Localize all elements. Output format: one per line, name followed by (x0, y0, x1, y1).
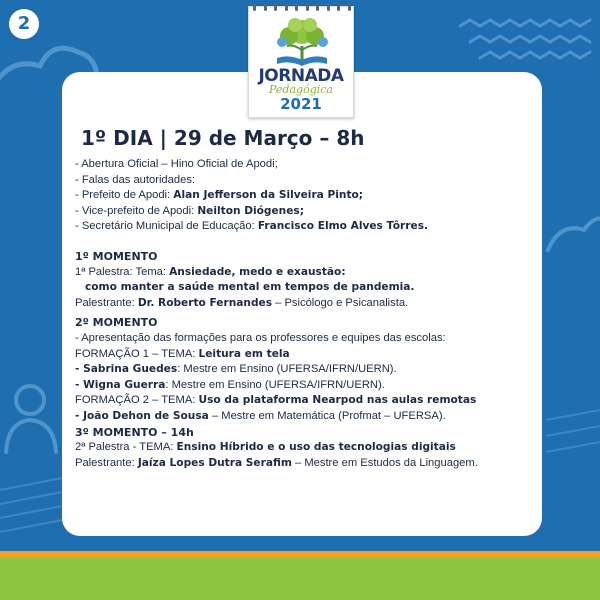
opening-item: - Prefeito de Apodi: Alan Jefferson da Silveira Pinto; (75, 189, 364, 202)
moment-1-talk: 1ª Palestra: Tema: Ansiedade, medo e exaustão: (75, 265, 346, 278)
day-title: 1º DIA | 29 de Março – 8h (81, 126, 365, 150)
formation-2-speaker: - João Dehon de Sousa – Mestre em Matemática (Profmat – UFERSA). (75, 409, 446, 422)
formation-1: FORMAÇÃO 1 – TEMA: Leitura em tela (75, 347, 290, 360)
formation-1-speaker: - Wigna Guerra: Mestre em Ensino (UFERSA/IFRN/UERN). (75, 378, 385, 391)
moment-3-talk: 2ª Palestra - TEMA: Ensino Híbrido e o uso das tecnologias digitais (75, 441, 456, 454)
moment-3-speaker: Palestrante: Jaíza Lopes Dutra Serafim – Mestre em Estudos da Linguagem. (75, 456, 478, 469)
footer-stripe-orange (0, 551, 600, 558)
logo-year: 2021 (280, 95, 322, 113)
opening-item: - Vice-prefeito de Apodi: Neilton Diógenes; (75, 204, 304, 217)
formation-2: FORMAÇÃO 2 – TEMA: Uso da plataforma Nearpod nas aulas remotas (75, 394, 477, 407)
spiral-binding-icon (253, 3, 351, 11)
formation-1-speaker: - Sabrina Guedes: Mestre em Ensino (UFERSA/IFRN/UERN). (75, 363, 397, 376)
moment-2-intro: - Apresentação das formações para os professores e equipes das escolas: (75, 331, 446, 344)
opening-item: - Secretário Municipal de Educação: Francisco Elmo Alves Tôrres. (75, 220, 429, 233)
logo-title: JORNADA (258, 66, 344, 86)
logo-subtitle: Pedagógica (269, 83, 333, 96)
moment-1-speaker: Palestrante: Dr. Roberto Fernandes – Psicólogo e Psicanalista. (75, 296, 409, 309)
page-number-badge: 2 (9, 9, 39, 39)
moment-2-heading: 2º MOMENTO (75, 316, 158, 330)
footer-stripe-green (0, 558, 600, 600)
moment-1-heading: 1º MOMENTO (75, 249, 158, 263)
tree-book-icon (267, 16, 337, 68)
moment-3-heading: 3º MOMENTO – 14h (75, 425, 194, 439)
moment-1-talk-cont: como manter a saúde mental em tempos de pandemia. (85, 281, 415, 294)
opening-item: - Abertura Oficial – Hino Oficial de Apodi; (75, 158, 278, 170)
event-logo (248, 6, 354, 118)
schedule-content (75, 124, 537, 471)
opening-item: - Falas das autoridades: (75, 173, 196, 186)
